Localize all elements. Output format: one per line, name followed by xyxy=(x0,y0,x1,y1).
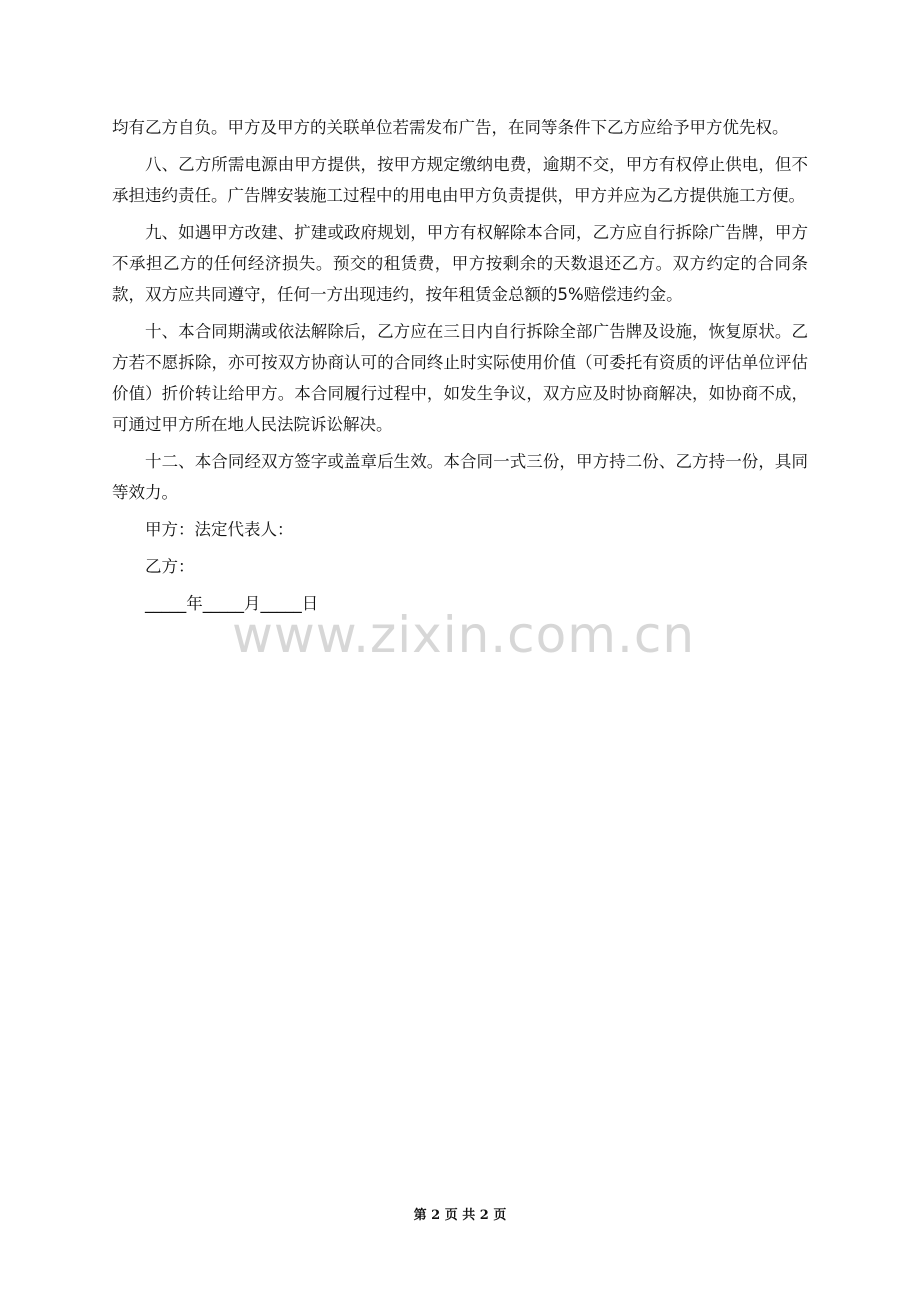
contract-body xyxy=(112,112,808,625)
signature-party-b: 乙方： xyxy=(145,557,195,576)
signature-date-line: _____年_____月_____日 xyxy=(145,594,319,613)
paragraph-clause-8: 八、乙方所需电源由甲方提供，按甲方规定缴纳电费，逾期不交，甲方有权停止供电，但不承担违约责任。广告牌安装施工过程中的用电由甲方负责提供，甲方并应为乙方提供施工方便。 xyxy=(112,155,808,205)
paragraph-clause-12: 十二、本合同经双方签字或盖章后生效。本合同一式三份，甲方持二份、乙方持一份，具同等效力。 xyxy=(112,452,808,502)
paragraph-continuation: 均有乙方自负。甲方及甲方的关联单位若需发布广告，在同等条件下乙方应给予甲方优先权。 xyxy=(112,118,789,137)
paragraph-clause-9: 九、如遇甲方改建、扩建或政府规划，甲方有权解除本合同，乙方应自行拆除广告牌，甲方不承担乙方的任何经济损失。预交的租赁费，甲方按剩余的天数退还乙方。双方约定的合同条款，双方应共同遵守，任何一方出现违约，按年租赁金总额的5%赔偿违约金。 xyxy=(112,223,808,304)
paragraph-clause-10: 十、本合同期满或依法解除后，乙方应在三日内自行拆除全部广告牌及设施，恢复原状。乙方若不愿拆除，亦可按双方协商认可的合同终止时实际使用价值（可委托有资质的评估单位评估价值）折价转让给甲方。本合同履行过程中，如发生争议，双方应及时协商解决，如协商不成，可通过甲方所在地人民法院诉讼解决。 xyxy=(112,322,808,434)
page-footer: 第 2 页 共 2 页 xyxy=(413,1208,507,1223)
signature-party-a: 甲方：法定代表人： xyxy=(145,520,294,539)
watermark-text: www.zixin.com.cn xyxy=(232,606,696,664)
